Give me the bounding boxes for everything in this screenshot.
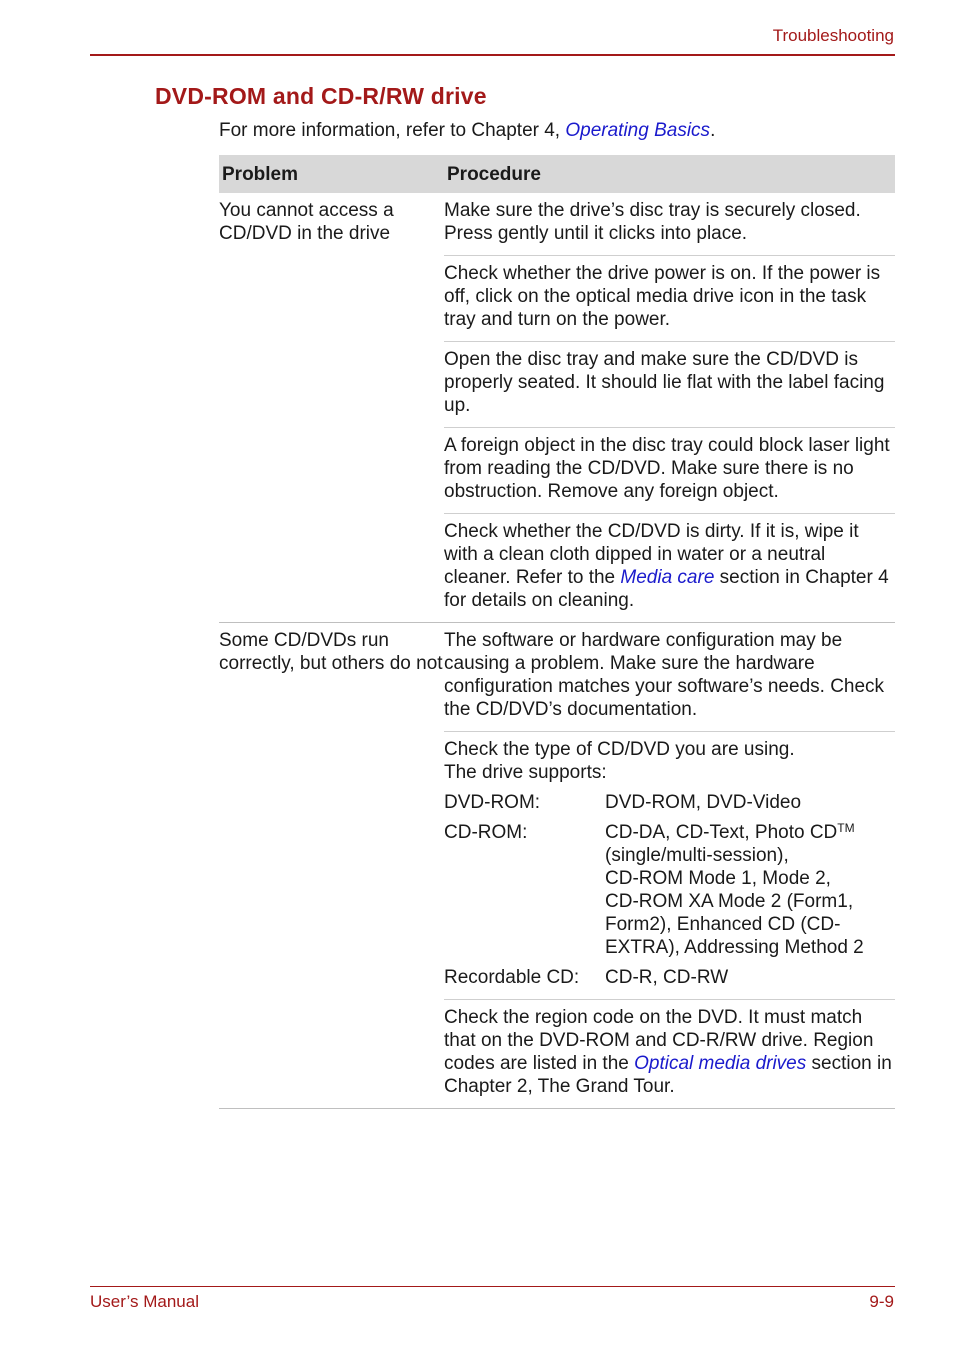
- procedure-item: A foreign object in the disc tray could block laser light from reading the CD/DVD. Make sure there is no obstruction. Remove any foreign object.: [444, 428, 895, 514]
- procedure-item: Check whether the drive power is on. If the power is off, click on the optical media drive icon in the task tray and turn on the power.: [444, 256, 895, 342]
- procedure-cell: [444, 193, 895, 622]
- optical-media-drives-link[interactable]: Optical media drives: [634, 1053, 807, 1074]
- table-row: [219, 623, 895, 1109]
- problem-cell: You cannot access a CD/DVD in the drive: [219, 200, 394, 244]
- intro-text: For more information, refer to Chapter 4,: [219, 120, 566, 141]
- table-row: [219, 193, 895, 623]
- procedure-text: Check the type of CD/DVD you are using.: [444, 739, 795, 760]
- procedure-text: section in Chapter 2, The Grand Tour.: [444, 1053, 892, 1097]
- spec-row-cdrom: [444, 821, 895, 959]
- procedure-item: [444, 514, 895, 622]
- troubleshooting-table: [219, 155, 895, 1109]
- column-header-problem: Problem: [222, 163, 299, 185]
- trademark-mark: TM: [837, 821, 855, 835]
- table-header: [219, 155, 895, 193]
- procedure-text: Check the region code on the DVD. It must match that on the DVD-ROM and CD-R/RW drive. Region codes are listed in the: [444, 1007, 874, 1074]
- spec-value: CD-R, CD-RW: [605, 967, 729, 988]
- spec-value: DVD-ROM, DVD-Video: [605, 792, 802, 813]
- footer-rule: [90, 1286, 895, 1287]
- procedure-cell: [444, 623, 895, 1108]
- procedure-text: The drive supports:: [444, 762, 607, 783]
- media-care-link[interactable]: Media care: [620, 567, 715, 588]
- procedure-item: The software or hardware configuration may be causing a problem. Make sure the hardware configuration matches your software’s needs. Check the CD/DVD’s documentation.: [444, 623, 895, 732]
- procedure-item: Make sure the drive’s disc tray is securely closed. Press gently until it clicks into place.: [444, 193, 895, 256]
- procedure-item: [444, 732, 895, 1000]
- footer-manual-title: User’s Manual: [90, 1292, 199, 1311]
- spec-value: [605, 821, 895, 959]
- page-number: 9-9: [869, 1292, 894, 1311]
- intro-end: .: [710, 120, 716, 141]
- header-rule: [90, 54, 895, 56]
- procedure-item: [444, 1000, 895, 1108]
- spec-key: Recordable CD:: [444, 967, 580, 988]
- procedure-item: Open the disc tray and make sure the CD/DVD is properly seated. It should lie flat with the label facing up.: [444, 342, 895, 428]
- problem-cell: Some CD/DVDs run correctly, but others do not: [219, 630, 443, 674]
- operating-basics-link[interactable]: Operating Basics: [565, 120, 711, 141]
- spec-key: DVD-ROM:: [444, 792, 541, 813]
- procedure-text: section in Chapter 4 for details on cleaning.: [444, 567, 889, 611]
- column-header-procedure: Procedure: [447, 163, 541, 185]
- spec-value-text: CD-DA, CD-Text, Photo CD: [605, 822, 838, 843]
- section-title: DVD-ROM and CD-R/RW drive: [155, 83, 487, 109]
- spec-row-dvdrom: [444, 791, 895, 814]
- running-header: Troubleshooting: [772, 26, 894, 45]
- procedure-text: Check whether the CD/DVD is dirty. If it is, wipe it with a clean cloth dipped in water or a neutral cleaner. Refer to the: [444, 521, 859, 588]
- spec-value-line: CD-ROM Mode 1, Mode 2,: [605, 868, 831, 889]
- spec-value-line: (single/multi-session),: [605, 845, 789, 866]
- spec-value-line: CD-ROM XA Mode 2 (Form1, Form2), Enhanced CD (CD-EXTRA), Addressing Method 2: [605, 891, 864, 958]
- spec-key: CD-ROM:: [444, 822, 528, 843]
- intro-paragraph: [219, 120, 715, 142]
- spec-row-recordable: [444, 966, 895, 989]
- spec-value-line: [605, 821, 895, 844]
